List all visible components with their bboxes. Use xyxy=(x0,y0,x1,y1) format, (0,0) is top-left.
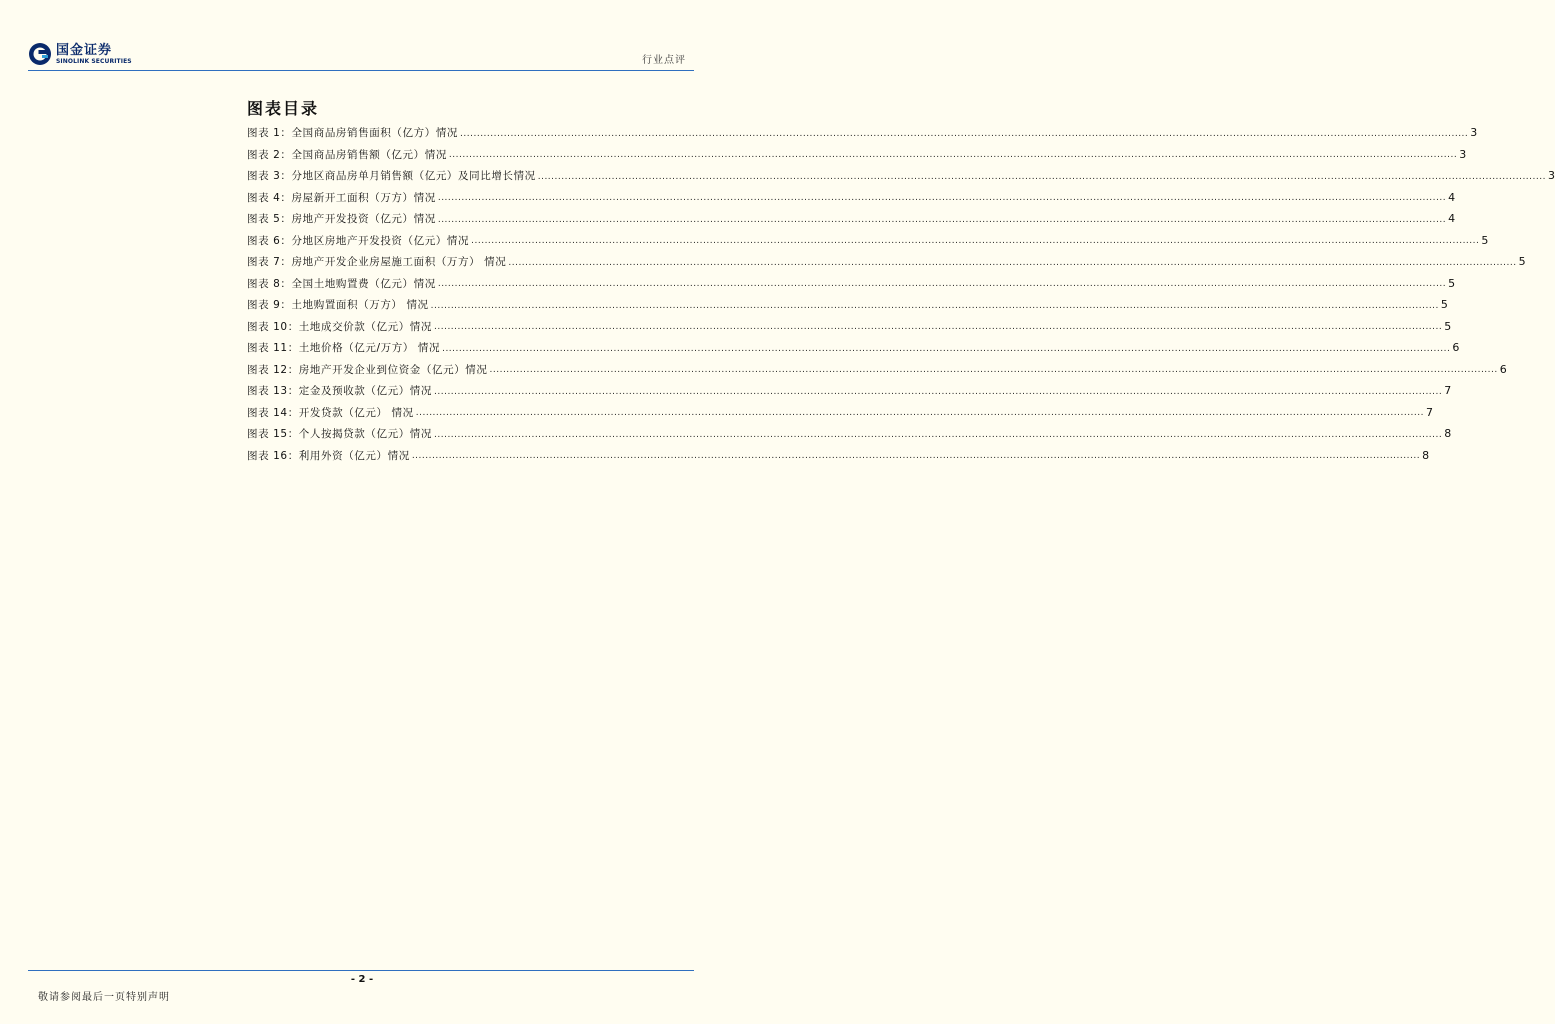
header-divider xyxy=(28,70,694,71)
page-number: - 2 - xyxy=(350,974,374,985)
toc-leader-dots: ............................................................................................................................................................................................................................................................................................................ xyxy=(437,214,1447,225)
toc-entry-label[interactable]: 图表 16：利用外资（亿元）情况 xyxy=(247,449,410,462)
toc-entry[interactable] xyxy=(247,445,1430,467)
toc-entry-label[interactable]: 图表 14：开发贷款（亿元） 情况 xyxy=(247,406,414,419)
toc-entry-page[interactable]: 4 xyxy=(1448,212,1456,226)
toc-entry-label[interactable]: 图表 8：全国土地购置费（亿元）情况 xyxy=(247,277,436,290)
toc-leader-dots: ............................................................................................................................................................................................................................................................................................................ xyxy=(537,171,1546,182)
toc-entry[interactable] xyxy=(247,251,1526,273)
toc-entry[interactable] xyxy=(247,316,1452,338)
logo-english-name: SINOLINK SECURITIES xyxy=(56,57,132,65)
toc-entry-page[interactable]: 3 xyxy=(1547,169,1555,183)
toc-entry-page[interactable]: 5 xyxy=(1444,319,1452,333)
toc-entry[interactable] xyxy=(247,187,1456,209)
toc-entry-label[interactable]: 图表 10：土地成交价款（亿元）情况 xyxy=(247,320,432,333)
toc-entry-label[interactable]: 图表 13：定金及预收款（亿元）情况 xyxy=(247,385,432,398)
toc-entry-label[interactable]: 图表 9：土地购置面积（万方） 情况 xyxy=(247,299,429,312)
toc-entry-page[interactable]: 8 xyxy=(1422,448,1430,462)
toc-entry[interactable] xyxy=(247,230,1489,252)
toc-entry[interactable] xyxy=(247,273,1456,295)
toc-leader-dots: ............................................................................................................................................................................................................................................................................................................ xyxy=(460,128,1469,139)
toc-leader-dots: ............................................................................................................................................................................................................................................................................................................ xyxy=(437,279,1447,290)
toc-entry[interactable] xyxy=(247,423,1452,445)
toc-leader-dots: ............................................................................................................................................................................................................................................................................................................ xyxy=(437,193,1447,204)
toc-leader-dots: ............................................................................................................................................................................................................................................................................................................ xyxy=(442,343,1451,354)
toc-list xyxy=(247,122,1555,466)
toc-entry[interactable] xyxy=(247,380,1452,402)
toc-entry-page[interactable]: 6 xyxy=(1452,341,1460,355)
toc-leader-dots: ............................................................................................................................................................................................................................................................................................................ xyxy=(415,408,1425,419)
toc-entry-page[interactable]: 5 xyxy=(1481,233,1489,247)
toc-entry-page[interactable]: 5 xyxy=(1518,255,1526,269)
toc-leader-dots: ............................................................................................................................................................................................................................................................................................................ xyxy=(434,429,1443,440)
toc-leader-dots: ............................................................................................................................................................................................................................................................................................................ xyxy=(508,257,1517,268)
toc-entry[interactable] xyxy=(247,402,1434,424)
toc-entry-label[interactable]: 图表 12：房地产开发企业到位资金（亿元）情况 xyxy=(247,363,488,376)
toc-entry-label[interactable]: 图表 15：个人按揭贷款（亿元）情况 xyxy=(247,428,432,441)
toc-entry[interactable] xyxy=(247,208,1456,230)
toc-entry-label[interactable]: 图表 2：全国商品房销售额（亿元）情况 xyxy=(247,148,447,161)
toc-entry-page[interactable]: 7 xyxy=(1426,405,1434,419)
toc-entry[interactable] xyxy=(247,144,1467,166)
toc-entry-page[interactable]: 7 xyxy=(1444,384,1452,398)
toc-title: 图表目录 xyxy=(247,99,320,118)
toc-entry-page[interactable]: 4 xyxy=(1448,190,1456,204)
toc-entry-label[interactable]: 图表 4：房屋新开工面积（万方）情况 xyxy=(247,191,436,204)
toc-leader-dots: ............................................................................................................................................................................................................................................................................................................ xyxy=(471,236,1480,247)
toc-entry-page[interactable]: 5 xyxy=(1448,276,1456,290)
toc-entry-label[interactable]: 图表 11：土地价格（亿元/万方） 情况 xyxy=(247,342,441,355)
toc-entry-label[interactable]: 图表 6：分地区房地产开发投资（亿元）情况 xyxy=(247,234,470,247)
toc-leader-dots: ............................................................................................................................................................................................................................................................................................................ xyxy=(411,451,1421,462)
toc-entry-label[interactable]: 图表 7：房地产开发企业房屋施工面积（万方） 情况 xyxy=(247,256,507,269)
report-category: 行业点评 xyxy=(642,55,686,66)
toc-entry[interactable] xyxy=(247,294,1448,316)
footer-divider xyxy=(28,970,694,971)
toc-entry-label[interactable]: 图表 5：房地产开发投资（亿元）情况 xyxy=(247,213,436,226)
toc-entry-page[interactable]: 8 xyxy=(1444,427,1452,441)
toc-entry-page[interactable]: 5 xyxy=(1440,298,1448,312)
toc-entry[interactable] xyxy=(247,337,1460,359)
toc-entry-page[interactable]: 6 xyxy=(1499,362,1507,376)
toc-leader-dots: ............................................................................................................................................................................................................................................................................................................ xyxy=(489,365,1498,376)
toc-entry-label[interactable]: 图表 1：全国商品房销售面积（亿方）情况 xyxy=(247,127,459,140)
toc-entry[interactable] xyxy=(247,165,1555,187)
toc-leader-dots: ............................................................................................................................................................................................................................................................................................................ xyxy=(430,300,1439,311)
page-header xyxy=(28,40,694,70)
toc-entry[interactable] xyxy=(247,122,1478,144)
toc-leader-dots: ............................................................................................................................................................................................................................................................................................................ xyxy=(434,322,1443,333)
toc-entry-label[interactable]: 图表 3：分地区商品房单月销售额（亿元）及同比增长情况 xyxy=(247,170,536,183)
toc-entry-page[interactable]: 3 xyxy=(1459,147,1467,161)
disclaimer-note: 敬请参阅最后一页特别声明 xyxy=(38,992,170,1003)
company-logo xyxy=(28,40,132,68)
toc-leader-dots: ............................................................................................................................................................................................................................................................................................................ xyxy=(434,386,1443,397)
sinolink-logo-icon xyxy=(28,42,52,66)
toc-leader-dots: ............................................................................................................................................................................................................................................................................................................ xyxy=(448,150,1458,161)
toc-entry[interactable] xyxy=(247,359,1507,381)
logo-chinese-name: 国金证券 xyxy=(56,42,113,58)
toc-entry-page[interactable]: 3 xyxy=(1470,126,1478,140)
